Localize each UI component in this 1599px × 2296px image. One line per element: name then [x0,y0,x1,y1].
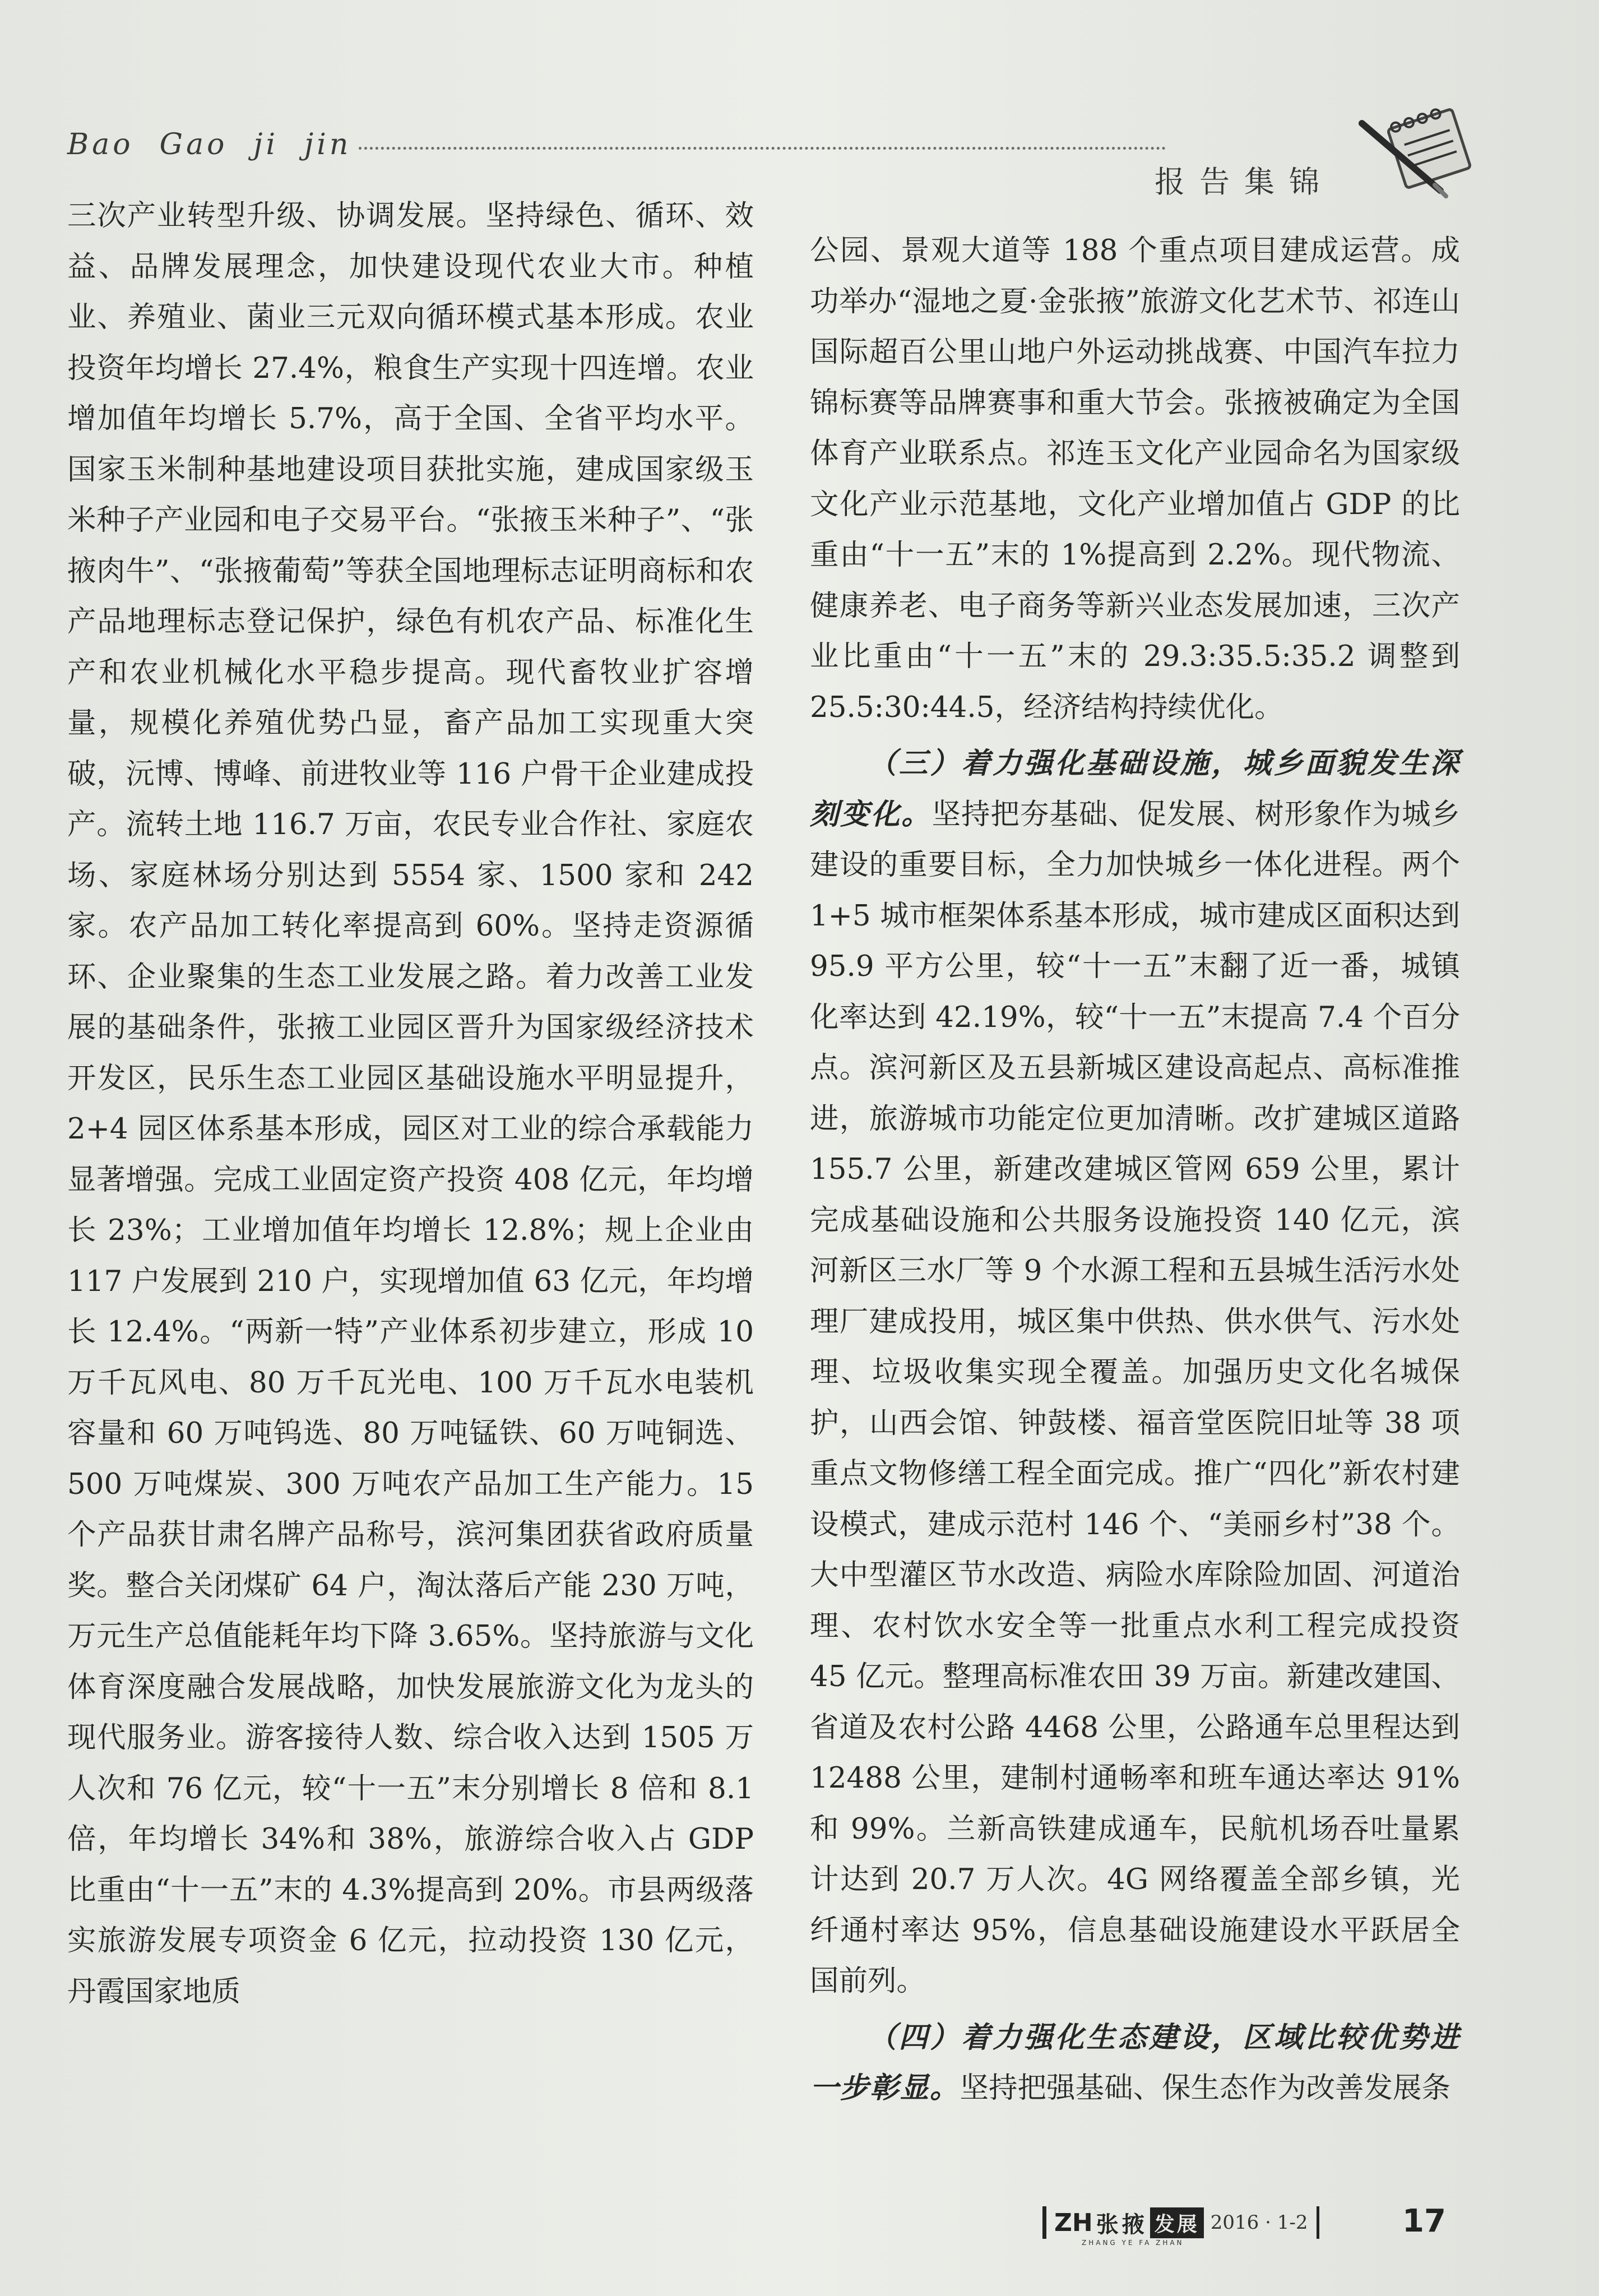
right-column [810,225,1460,2114]
page-number: 17 [1402,2203,1446,2239]
notebook-pen-icon [1356,101,1491,202]
running-head-word: ji [253,128,279,161]
footer-issue: 2016 · 1-2 [1210,2211,1308,2234]
section-4-heading: （四）着力强化生态建设，区域比较优势进一步彰显。 [810,2020,1460,2105]
body-paragraph: 三次产业转型升级、协调发展。坚持绿色、循环、效益、品牌发展理念，加快建设现代农业大市。种植业、养殖业、菌业三元双向循环模式基本形成。农业投资年均增长 27.4%，粮食生产实现十四连增。农业增加值年均增长 5.7%，高于全国、全省平均水平。国家玉米制种基地建设项目获批实施，建成国家级玉米种子产业园和电子交易平台。“张掖玉米种子”、“张掖肉牛”、“张掖葡萄”等获全国地理标志证明商标和农产品地理标志登记保护，绿色有机农产品、标准化生产和农业机械化水平稳步提高。现代畜牧业扩容增量，规模化养殖优势凸显，畜产品加工实现重大突破，沅博、博峰、前进牧业等 116 户骨干企业建成投产。流转土地 116.7 万亩，农民专业合作社、家庭农场、家庭林场分别达到 5554 家、1500 家和 242 家。农产品加工转化率提高到 60%。坚持走资源循环、企业聚集的生态工业发展之路。着力改善工业发展的基础条件，张掖工业园区晋升为国家级经济技术开发区，民乐生态工业园区基础设施水平明显提升，2+4 园区体系基本形成，园区对工业的综合承载能力显著增强。完成工业固定资产投资 408 亿元，年均增长 23%；工业增加值年均增长 12.8%；规上企业由 117 户发展到 210 户，实现增加值 63 亿元，年均增长 12.4%。“两新一特”产业体系初步建立，形成 10 万千瓦风电、80 万千瓦光电、100 万千瓦水电装机容量和 60 万吨钨选、80 万吨锰铁、60 万吨铜选、500 万吨煤炭、300 万吨农产品加工生产能力。15 个产品获甘肃名牌产品称号，滨河集团获省政府质量奖。整合关闭煤矿 64 户，淘汰落后产能 230 万吨，万元生产总值能耗年均下降 3.65%。坚持旅游与文化体育深度融合发展战略，加快发展旅游文化为龙头的现代服务业。游客接待人数、综合收入达到 1505 万人次和 76 亿元，较“十一五”末分别增长 8 倍和 8.1 倍，年均增长 34%和 38%，旅游综合收入占 GDP 比重由“十一五”末的 4.3%提高到 20%。市县两级落实旅游发展专项资金 6 亿元，拉动投资 130 亿元，丹霞国家地质 [67,199,754,2008]
running-head-pinyin [67,128,377,161]
running-head-word: Gao [159,128,228,161]
left-column [67,191,754,2017]
section-3-heading: （三）着力强化基础设施，城乡面貌发生深刻变化。 [810,747,1460,831]
section-4-paragraph [810,2012,1460,2114]
running-head-word: jin [304,128,352,161]
footer-pinyin: ZHANG YE FA ZHAN [1082,2239,1184,2247]
page-footer [1042,2203,1319,2247]
section-3-paragraph [810,738,1460,2007]
section-4-body: 坚持把强基础、保生态作为改善发展条 [960,2071,1451,2105]
footer-bar-right [1317,2206,1319,2239]
footer-bar-left [1042,2206,1046,2239]
running-head-dotted-rule [359,147,1166,150]
footer-magazine-name-b: 发展 [1150,2207,1204,2238]
footer-zh-logo: ZH [1054,2208,1093,2237]
running-head-word: Bao [67,128,134,161]
section-title: 报告集锦 [1155,164,1334,200]
section-3-body: 坚持把夯基础、促发展、树形象作为城乡建设的重要目标，全力加快城乡一体化进程。两个 1+5 城市框架体系基本形成，城市建成区面积达到 95.9 平方公里，较“十一五”末翻了近一番，城镇化率达到 42.19%，较“十一五”末提高 7.4 个百分点。滨河新区及五县新城区建设高起点、高标准推进，旅游城市功能定位更加清晰。改扩建城区道路 155.7 公里，新建改建城区管网 659 公里，累计完成基础设施和公共服务设施投资 140 亿元，滨河新区三水厂等 9 个水源工程和五县城生活污水处理厂建成投用，城区集中供热、供水供气、污水处理、垃圾收集实现全覆盖。加强历史文化名城保护，山西会馆、钟鼓楼、福音堂医院旧址等 38 项重点文物修缮工程全面完成。推广“四化”新农村建设模式，建成示范村 146 个、“美丽乡村”38 个。大中型灌区节水改造、病险水库除险加固、河道治理、农村饮水安全等一批重点水利工程完成投资 45 亿元。整理高标准农田 39 万亩。新建改建国、省道及农村公路 4468 公里，公路通车总里程达到 12488 公里，建制村通畅率和班车通达率达 91%和 99%。兰新高铁建成通车，民航机场吞吐量累计达到 20.7 万人次。4G 网络覆盖全部乡镇，光纤通村率达 95%，信息基础设施建设水平跃居全国前列。 [810,797,1460,1998]
footer-magazine-name-a: 张掖 [1096,2211,1148,2238]
body-paragraph: 公园、景观大道等 188 个重点项目建成运营。成功举办“湿地之夏·金张掖”旅游文化艺术节、祁连山国际超百公里山地户外运动挑战赛、中国汽车拉力锦标赛等品牌赛事和重大节会。张掖被确定为全国体育产业联系点。祁连玉文化产业园命名为国家级文化产业示范基地，文化产业增加值占 GDP 的比重由“十一五”末的 1%提高到 2.2%。现代物流、健康养老、电子商务等新兴业态发展加速，三次产业比重由“十一五”末的 29.3:35.5:35.2 调整到 25.5:30:44.5，经济结构持续优化。 [810,234,1460,724]
